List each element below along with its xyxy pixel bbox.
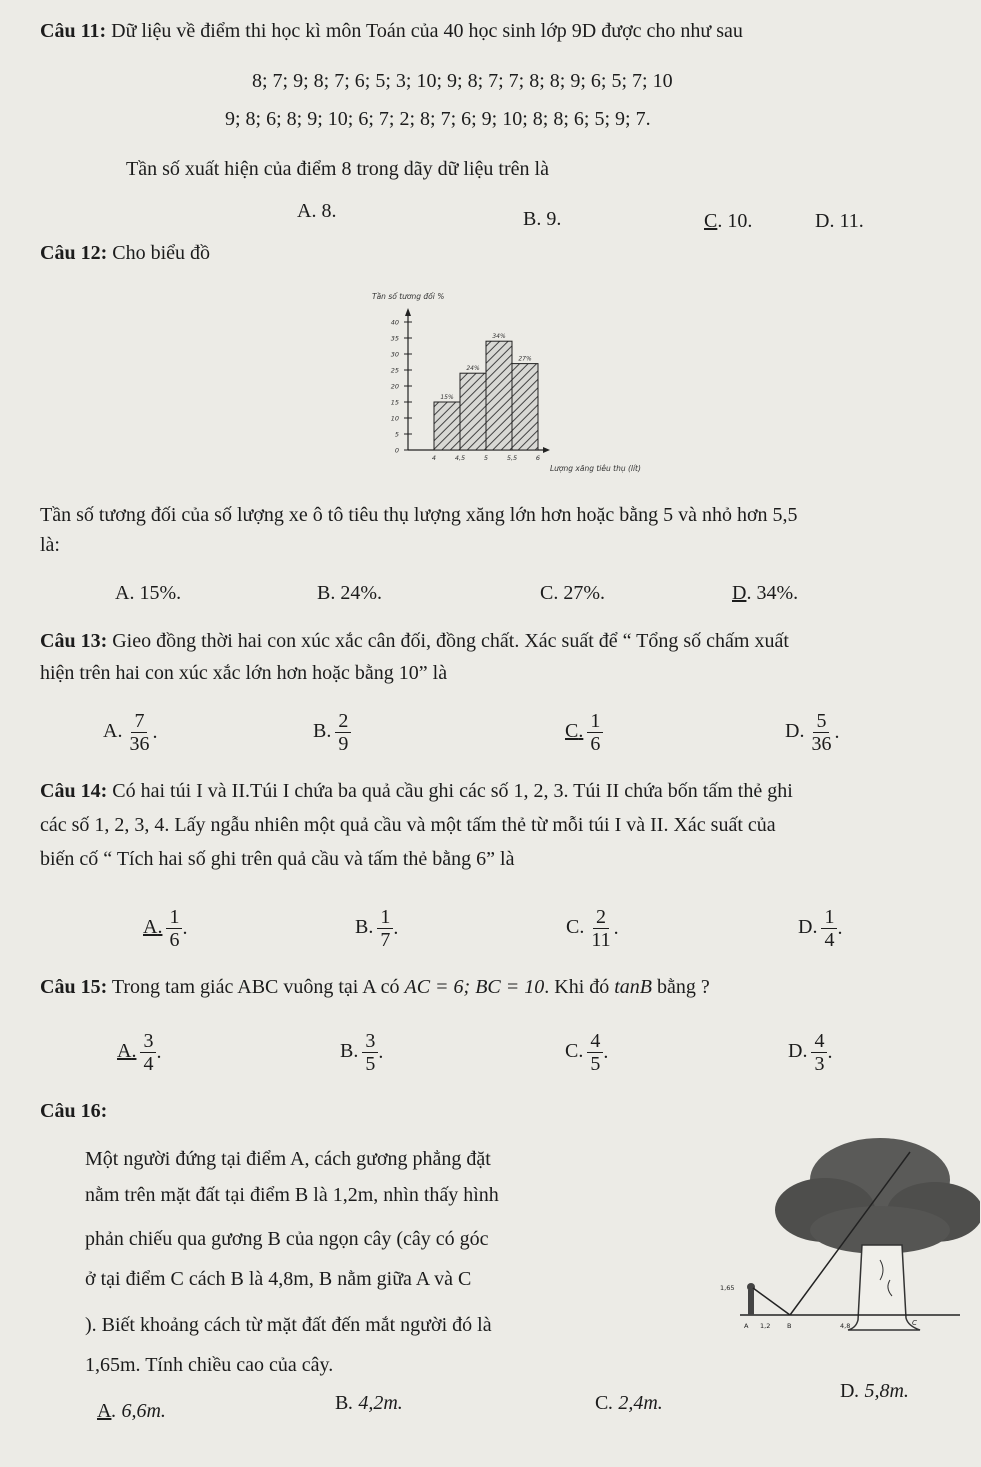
q16-heading: Câu 16: bbox=[40, 1100, 108, 1122]
q14-option-c[interactable]: C. $\frac{2}{11}$ . bbox=[566, 906, 619, 951]
option-value: . 27%. bbox=[553, 582, 606, 604]
q16-line-1: Một người đứng tại điểm A, cách gương phẳng đặt bbox=[85, 1148, 491, 1170]
y-tick-label: 25 bbox=[390, 366, 399, 375]
q15-text: Trong tam giác ABC vuông tại A có bbox=[111, 976, 400, 998]
q14-stem bbox=[40, 780, 793, 803]
fraction: $\frac{4}{5}$ bbox=[587, 1030, 603, 1075]
q12-stem bbox=[40, 242, 210, 265]
q16-option-d[interactable] bbox=[840, 1380, 909, 1403]
histogram-bar bbox=[512, 364, 538, 450]
fraction: $\frac{1}{6}$ bbox=[166, 906, 182, 951]
q12-option-d[interactable] bbox=[732, 582, 798, 605]
option-letter: D bbox=[798, 916, 813, 939]
q15-option-b[interactable]: B. $\frac{3}{5}$ . bbox=[340, 1030, 384, 1075]
x-tick-label: 5 bbox=[483, 454, 489, 462]
option-letter: A bbox=[297, 200, 312, 222]
q15-option-c[interactable]: C. $\frac{4}{5}$ . bbox=[565, 1030, 609, 1075]
q16-line-4: ở tại điểm C cách B là 4,8m, B nằm giữa A và C bbox=[85, 1268, 472, 1290]
option-value: . 4,2m. bbox=[348, 1392, 403, 1414]
q14-option-b[interactable]: B. $\frac{1}{7}$ . bbox=[355, 906, 399, 951]
q15-text-2: . Khi đó bbox=[544, 976, 610, 998]
q11-option-d[interactable] bbox=[815, 210, 864, 233]
option-value: . 10. bbox=[717, 210, 753, 232]
option-letter: B bbox=[523, 208, 537, 230]
q16-option-c[interactable] bbox=[595, 1392, 663, 1415]
option-letter: B bbox=[335, 1392, 349, 1414]
option-letter: D bbox=[840, 1380, 855, 1402]
q11-option-a[interactable] bbox=[297, 200, 336, 223]
option-letter: C bbox=[540, 582, 554, 604]
option-letter: D bbox=[788, 1040, 803, 1063]
fraction: $\frac{1}{6}$ bbox=[587, 710, 603, 755]
q12-option-b[interactable] bbox=[317, 582, 382, 605]
fraction: $\frac{3}{4}$ bbox=[140, 1030, 156, 1075]
label-point-c: C bbox=[912, 1319, 917, 1327]
chart-x-axis-label: Lượng xăng tiêu thụ (lít) bbox=[550, 464, 641, 473]
q11-data-line-2: 9; 8; 6; 8; 9; 10; 6; 7; 2; 8; 7; 6; 9; 10; 8; 8; 6; 5; 9; 7. bbox=[225, 108, 651, 130]
q13-text: Gieo đồng thời hai con xúc xắc cân đối, đồng chất. Xác suất để “ Tổng số chấm xuất bbox=[112, 630, 789, 652]
y-axis-arrow-icon bbox=[405, 308, 411, 316]
fraction: $\frac{3}{5}$ bbox=[362, 1030, 378, 1075]
q11-heading: Câu 11: bbox=[40, 20, 107, 42]
option-letter-marked: A bbox=[143, 916, 158, 939]
option-letter-marked: D bbox=[732, 582, 747, 604]
q13-text-cont: hiện trên hai con xúc xắc lớn hơn hoặc bằng 10” là bbox=[40, 662, 448, 684]
q16-option-b[interactable] bbox=[335, 1392, 403, 1415]
q12-heading: Câu 12: bbox=[40, 242, 108, 264]
q13-heading: Câu 13: bbox=[40, 630, 108, 652]
y-tick-label: 5 bbox=[394, 430, 399, 439]
option-letter: D bbox=[785, 720, 800, 743]
x-tick-label: 4 bbox=[431, 454, 437, 462]
option-letter: B bbox=[317, 582, 331, 604]
bar-data-label: 34% bbox=[492, 333, 506, 341]
bar-data-label: 24% bbox=[466, 365, 480, 373]
x-axis-arrow-icon bbox=[543, 447, 550, 453]
q12-question: Tần số tương đối của số lượng xe ô tô tiêu thụ lượng xăng lớn hơn hoặc bằng 5 và nhỏ hơn 5,5 bbox=[40, 504, 798, 526]
y-tick-label: 40 bbox=[390, 318, 399, 327]
y-tick-label: 20 bbox=[390, 382, 399, 391]
option-letter: B bbox=[340, 1040, 354, 1063]
chart-title: Tần số tương đối % bbox=[372, 292, 445, 301]
q14-option-d[interactable]: D. $\frac{1}{4}$ . bbox=[798, 906, 843, 951]
q14-text-cont-2: biến cố “ Tích hai số ghi trên quả cầu và tấm thẻ bằng 6” là bbox=[40, 848, 515, 870]
q11-option-c[interactable] bbox=[704, 210, 752, 233]
fraction: $\frac{4}{3}$ bbox=[811, 1030, 827, 1075]
y-tick-label: 35 bbox=[390, 334, 399, 343]
option-value: . 34%. bbox=[746, 582, 799, 604]
q16-line-3: phản chiếu qua gương B của ngọn cây (cây có góc bbox=[85, 1228, 489, 1250]
option-value: . 8. bbox=[311, 200, 337, 222]
y-tick-label: 15 bbox=[390, 398, 399, 407]
fraction: $\frac{2}{11}$ bbox=[591, 906, 611, 951]
option-letter: C bbox=[566, 916, 580, 939]
label-eye-height: 1,65 bbox=[720, 1284, 735, 1292]
option-value: . 24%. bbox=[330, 582, 383, 604]
q12-option-a[interactable] bbox=[115, 582, 181, 605]
y-tick-label: 10 bbox=[390, 414, 399, 423]
option-letter-marked: A bbox=[117, 1040, 132, 1063]
q15-heading: Câu 15: bbox=[40, 976, 108, 998]
q16-line-6: 1,65m. Tính chiều cao của cây. bbox=[85, 1354, 334, 1376]
q12-option-c[interactable] bbox=[540, 582, 605, 605]
label-ab-distance: 1,2 bbox=[760, 1322, 771, 1330]
q12-question-cont: là: bbox=[40, 534, 60, 556]
histogram-chart bbox=[360, 285, 700, 480]
option-value: . 15%. bbox=[129, 582, 182, 604]
q13-option-d[interactable]: D. $\frac{5}{36}$ . bbox=[785, 710, 840, 755]
histogram-bar bbox=[434, 402, 460, 450]
fraction: $\frac{1}{7}$ bbox=[377, 906, 393, 951]
option-letter: B bbox=[355, 916, 369, 939]
q15-math: AC = 6; BC = 10 bbox=[404, 976, 545, 998]
q14-heading: Câu 14: bbox=[40, 780, 108, 802]
q15-text-3: bằng ? bbox=[657, 976, 710, 998]
fraction: $\frac{7}{36}$ bbox=[129, 710, 150, 755]
option-value: . 11. bbox=[829, 210, 864, 232]
bar-data-label: 15% bbox=[440, 394, 454, 401]
q15-option-d[interactable]: D. $\frac{4}{3}$ . bbox=[788, 1030, 833, 1075]
fraction: $\frac{5}{36}$ bbox=[811, 710, 832, 755]
q13-option-a[interactable]: A. $\frac{7}{36}$ . bbox=[103, 710, 158, 755]
fraction: $\frac{2}{9}$ bbox=[335, 710, 351, 755]
q11-question: Tần số xuất hiện của điểm 8 trong dãy dữ liệu trên là bbox=[126, 158, 549, 180]
bar-data-label: 27% bbox=[518, 355, 532, 363]
tree-mirror-figure bbox=[690, 1130, 980, 1345]
label-bc-distance: 4,8 bbox=[840, 1322, 851, 1330]
q11-option-b[interactable] bbox=[523, 208, 561, 231]
option-letter-marked: C bbox=[565, 720, 579, 743]
fraction: $\frac{1}{4}$ bbox=[821, 906, 837, 951]
option-letter: C bbox=[565, 1040, 579, 1063]
q15-stem bbox=[40, 976, 710, 999]
q16-option-a[interactable] bbox=[97, 1400, 166, 1423]
q12-text: Cho biểu đồ bbox=[112, 242, 211, 264]
option-letter: B bbox=[313, 720, 327, 743]
y-tick-label: 30 bbox=[390, 350, 399, 359]
q16-line-5: ). Biết khoảng cách từ mặt đất đến mắt người đó là bbox=[85, 1314, 492, 1336]
option-value: . 6,6m. bbox=[111, 1400, 166, 1422]
q15-math-2: tanB bbox=[614, 976, 653, 998]
option-letter: A bbox=[103, 720, 118, 743]
option-letter: A bbox=[115, 582, 130, 604]
q16-line-2: nằm trên mặt đất tại điểm B là 1,2m, nhìn thấy hình bbox=[85, 1184, 499, 1206]
option-letter: D bbox=[815, 210, 830, 232]
histogram-bar bbox=[460, 373, 486, 450]
option-letter-marked: A bbox=[97, 1400, 112, 1422]
q11-text: Dữ liệu về điểm thi học kì môn Toán của 40 học sinh lớp 9D được cho như sau bbox=[111, 20, 743, 42]
option-value: . 5,8m. bbox=[854, 1380, 909, 1402]
q14-option-a[interactable]: A. $\frac{1}{6}$ . bbox=[143, 906, 188, 951]
q14-text-cont: các số 1, 2, 3, 4. Lấy ngẫu nhiên một quả cầu và một tấm thẻ từ mỗi túi I và II. Xác suất của bbox=[40, 814, 776, 836]
ray-eye-to-mirror bbox=[753, 1288, 790, 1315]
q15-option-a[interactable]: A. $\frac{3}{4}$ . bbox=[117, 1030, 162, 1075]
label-point-b: B bbox=[787, 1322, 792, 1330]
q11-data-line-1: 8; 7; 9; 8; 7; 6; 5; 3; 10; 9; 8; 7; 7; 8; 8; 9; 6; 5; 7; 10 bbox=[252, 70, 673, 92]
x-tick-label: 4,5 bbox=[454, 454, 466, 462]
q13-stem bbox=[40, 630, 789, 653]
option-letter-marked: C bbox=[704, 210, 718, 232]
x-tick-label: 5,5 bbox=[506, 454, 518, 462]
option-letter: C bbox=[595, 1392, 609, 1414]
y-tick-label: 0 bbox=[394, 446, 399, 455]
option-value: . 2,4m. bbox=[608, 1392, 663, 1414]
tree-trunk bbox=[848, 1245, 920, 1330]
label-point-a: A bbox=[744, 1322, 749, 1330]
q13-option-c[interactable]: C. $\frac{1}{6}$ bbox=[565, 710, 603, 755]
q14-text: Có hai túi I và II.Túi I chứa ba quả cầu ghi các số 1, 2, 3. Túi II chứa bốn tấm thẻ ghi bbox=[112, 780, 793, 802]
x-tick-label: 6 bbox=[535, 454, 541, 462]
histogram-bar bbox=[486, 341, 512, 450]
option-value: . 9. bbox=[536, 208, 562, 230]
q11-stem bbox=[40, 20, 743, 43]
q13-option-b[interactable]: B. $\frac{2}{9}$ bbox=[313, 710, 351, 755]
